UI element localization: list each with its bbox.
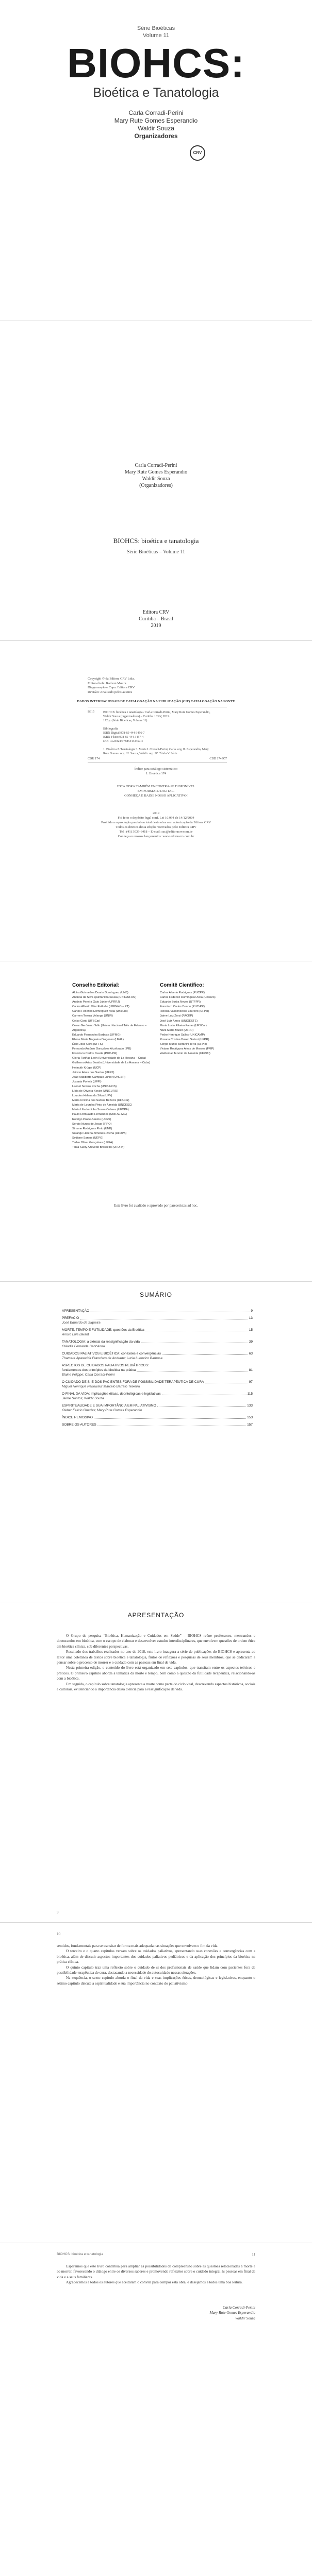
board-member: Andréia da Silva Quintanilha Sousa (UNIR/UFRN)	[72, 996, 137, 999]
blank-area	[0, 2564, 312, 2576]
toc-entry-title: O CUIDADO DE SI E DOS PACIENTES FORA DE POSSIBILIDADE TERAPÊUTICA DE CURA	[62, 1380, 204, 1384]
signature: Waldir Souza	[235, 2315, 255, 2320]
digital-notice-line: ESTA OBRA TAMBÉM ENCONTRA-SE DISPONÍVEL	[117, 785, 195, 788]
cover-author: Mary Rute Gomes Esperandio	[114, 117, 198, 124]
copyright-line: Editor-chefe: Railson Moura	[88, 681, 126, 685]
toc-leader-dots	[162, 1354, 248, 1355]
cataloging-text	[103, 710, 225, 756]
presentation-page	[0, 1602, 312, 1923]
digital-notice-line: CONHEÇA E BAIXE NOSSO APLICATIVO!	[124, 794, 188, 798]
cover-role: Organizadores	[134, 132, 178, 140]
cover-subtitle: Bioética e Tanatologia	[93, 86, 219, 100]
paragraph: Resultado dos trabalhos realizados no ano de 2018, este livro inaugura a série de publicações do BIOHCS e apresenta ao leitor uma coletânea de textos sobre bioética e tanatologia, frutos de reflexões e pesquisas de seus membros, que se dedicaram a pensar sobre o processo de morrer e o cuidado com as pessoas em final de vida.	[57, 1649, 255, 1665]
board-member: Carlos Alberto Rodrigues (PUCPR)	[160, 991, 205, 994]
cataloging-line: ISBN Físico 978-85-444-3457-4	[103, 736, 144, 739]
imprint-year: 2019	[151, 623, 161, 629]
editorial-board-heading: Conselho Editorial:	[72, 982, 120, 988]
legal-line: Proibida a reprodução parcial ou total desta obra sem autorização da Editora CRV	[101, 821, 211, 824]
cover-author: Carla Corradi-Perini	[128, 109, 184, 116]
presentation-end-page	[0, 2243, 312, 2564]
board-member: Sérgio Nunes de Jesus (IFRO)	[72, 1122, 112, 1126]
toc-entry[interactable]	[62, 1328, 253, 1337]
toc-entry-authors: Miguel Henrique Perlowski; Marcelo Barreto Teixeira	[62, 1385, 140, 1388]
toc-entry-title: APRESENTAÇÃO	[62, 1309, 89, 1313]
title-page	[0, 320, 312, 641]
title-page-imprint	[0, 609, 312, 629]
toc-entry[interactable]	[62, 1340, 253, 1349]
page-number: 10	[57, 1932, 60, 1936]
cataloging-line: Bibliografia	[103, 727, 118, 731]
board-member: Maria de Lourdes Pinto de Almeida (UNOESC)	[72, 1104, 133, 1107]
board-member: Leonel Severo Rocha (UNISINOS)	[72, 1084, 117, 1088]
toc-entry-page: 115	[247, 1392, 253, 1396]
signature: Carla Corradi-Perini	[222, 2305, 255, 2310]
copyright-line: Copyright © da Editora CRV Ltda.	[88, 677, 135, 681]
toc-entry-title: TANATOLOGIA: a ciência da ressignificação da vida	[62, 1340, 140, 1344]
title-page-author: Mary Rute Gomes Esperandio	[124, 469, 188, 475]
scientific-committee-list	[160, 991, 240, 1056]
board-member: Sérgio Murilo Stefanini Terra (UFPR)	[160, 1043, 207, 1046]
board-member: Élsio José Corá (UFFS)	[72, 1043, 103, 1046]
toc-entry-page: 9	[251, 1309, 253, 1313]
toc-entry-page: 153	[247, 1416, 253, 1419]
board-member: Gloria Fariñas León (Universidade de La Havana – Cuba)	[72, 1057, 146, 1060]
toc-leader-dots	[94, 1418, 246, 1419]
board-member: Rosana Cristina Buseti Sartori (UFPR)	[160, 1038, 209, 1041]
cataloging-line: Waldir Souza (organizadores) – Curitiba : CRV, 2019.	[103, 715, 170, 718]
signatures	[209, 2305, 255, 2321]
page-number: 9	[57, 1910, 59, 1914]
presentation-heading: APRESENTAÇÃO	[127, 1612, 185, 1619]
toc-entry[interactable]	[62, 1392, 253, 1401]
board-member: Lourdes Helena da Silva (UFV)	[72, 1094, 112, 1098]
board-member: Antônio Pereira Gaio Júnior (UFRRJ)	[72, 1001, 120, 1004]
publisher-logo: CRV	[190, 145, 205, 161]
title-page-author: Carla Corradi-Perini	[135, 463, 177, 468]
imprint-publisher: Editora CRV	[142, 609, 170, 615]
index-line: Índice para catálogo sistemático	[134, 767, 178, 771]
toc-entry-page: 15	[249, 1328, 253, 1332]
scientific-committee	[160, 982, 240, 1056]
toc-entry-authors: Anísio Luís Baiant	[62, 1333, 89, 1336]
board-member: Fernando Antônio Gonçalves Alcoforado (IPB)	[72, 1047, 132, 1051]
toc-entry-page: 63	[249, 1352, 253, 1355]
legal-line: Foi feito o depósito legal conf. Lei 10.994 de 14/12/2004	[118, 816, 194, 820]
board-member: Celso Conti (UFSCar)	[72, 1019, 101, 1023]
board-member: Eduardo Fernandes Barbosa (UFMG)	[72, 1033, 121, 1037]
board-member: Paulo Romualdo Hernandes (UNIFAL-MG)	[72, 1113, 127, 1116]
cataloging-line: DOI 10.24824/978854443457.4	[103, 740, 143, 743]
cataloging-line	[103, 743, 225, 748]
toc-entry[interactable]	[62, 1309, 253, 1313]
cataloging-line: 1. Bioética 2. Tanatologia 3. Morte I. Corradi-Perini, Carla. org. II. Esperandio, Mary	[103, 748, 209, 751]
board-member: Tania Suely Azevedo Brasileiro (UFOPA)	[72, 1146, 124, 1149]
title-page-role: (Organizadores)	[139, 483, 173, 488]
cataloging-heading: DADOS INTERNACIONAIS DE CATALOGAÇÃO NA PUBLICAÇÃO (CIP) CATALOGAÇÃO NA FONTE	[77, 700, 235, 703]
toc-entry-title: ESPIRITUALIDADE E SUA IMPORTÂNCIA EM PALIATIVISMO	[62, 1404, 156, 1408]
toc-entry[interactable]	[62, 1316, 253, 1325]
legal-line: Tel.: (41) 3039-6418 – E-mail: sac@editoracrv.com.br	[119, 830, 193, 834]
cover-volume: Volume 11	[142, 32, 170, 39]
toc-entry-title: CUIDADOS PALIATIVOS E BIOÉTICA: conexões e convergências	[62, 1352, 161, 1355]
copyright-line: Diagramação e Capa: Editora CRV	[88, 686, 135, 689]
board-member: Maria Cristina dos Santos Bezerra (UFSCar)	[72, 1099, 129, 1103]
presentation-body	[57, 1943, 255, 1986]
board-member: Jailson Alves dos Santos (UFRJ)	[72, 1071, 114, 1074]
board-member: Carlos Federico Domínguez Avila (Unieuro)	[72, 1010, 128, 1013]
paragraph: Em seguida, o capítulo sobre tanatologia apresenta a morte como parte do ciclo vital, descrevendo aspectos históricos, sociais e culturais, evidenciando a importância dessa ciência para a ressignificação da vida.	[57, 1681, 255, 1692]
toc-entry-title: ASPECTOS DE CUIDADOS PALIATIVOS PEDIÁTRICOS:	[62, 1364, 149, 1367]
board-member: Heloisa Vasconcellos Loureiro (UFPR)	[160, 1010, 209, 1013]
cataloging-line	[103, 723, 225, 727]
presentation-continued-page	[0, 1923, 312, 2243]
board-member: Guillermo Arias Beatón (Universidade de La Havana – Cuba)	[72, 1061, 151, 1065]
toc-entry[interactable]	[62, 1363, 253, 1377]
board-member: Lídia de Oliveira Xavier (UNIEURO)	[72, 1089, 118, 1093]
toc-entry-authors: Thamara Aparecida Francisco de Andrade; Lucia Ludovico Barbosa	[62, 1357, 162, 1360]
board-member: Nilza Maria Muller (UFPR)	[160, 1028, 194, 1032]
paragraph: O terceiro e o quarto capítulos versam sobre os cuidados paliativos, apresentando suas conexões e convergências com a bioética, além de discutir aspectos importantes dos cuidados paliativos pediátricos e da aplicação dos princípios da bioética na prática clínica.	[57, 1948, 255, 1964]
cataloging-line: ISBN Digital 978-85-444-3456-7	[103, 732, 145, 735]
paragraph: Esperamos que este livro contribua para ampliar as possibilidades de compreensão sobre as questões relacionadas à morte e ao morrer, favorecendo o diálogo entre os diversos saberes e promovendo reflexões sobre o cuidado integral às pessoas em final de vida e a seus familiares.	[57, 2264, 255, 2279]
toc-entry[interactable]	[62, 1380, 253, 1389]
review-note: Este livro foi avaliado e aprovado por pareceristas ad hoc.	[114, 1204, 198, 1208]
toc-entry-page: 133	[247, 1404, 253, 1408]
cdd-code: CDD 174.957	[209, 757, 227, 760]
toc-heading: SUMÁRIO	[139, 1291, 172, 1298]
copyright-lines	[88, 677, 227, 694]
cover-series	[0, 25, 312, 39]
board-member: Pedro Henrique Salles (UNICAMP)	[160, 1033, 205, 1037]
toc-entry[interactable]	[62, 1415, 253, 1420]
digital-notice-line: EM FORMATO DIGITAL.	[137, 789, 175, 793]
presentation-body	[57, 2264, 255, 2285]
cover-author: Waldir Souza	[138, 125, 174, 132]
paragraph: O quinto capítulo traz uma reflexão sobre o cuidado de si dos profissionais de saúde que lidam com pacientes fora de possibilidade terapêutica de cura, destacando a necessidade do autocuidado nessas situações.	[57, 1964, 255, 1975]
toc-list	[62, 1309, 253, 1430]
paragraph: O Grupo de pesquisa “Bioética, Humanização e Cuidados em Saúde” – BIOHCS reúne professores, mestrandos e doutorandos em bioética, com o escopo de elaborar e desenvolver estudos interdisciplinares, que envolvem questões de ordem ética em bioética clínica, sob diferentes perspectivas.	[57, 1633, 255, 1649]
running-head: BIOHCS: bioética e tanatologia	[57, 2252, 103, 2256]
paragraph: sentidos, fundamentais para se transitar de forma mais adequada nas situações que envolvem o fim da vida.	[57, 1943, 219, 1948]
board-member: Aldira Guimarães Duarte Domínguez (UNB)	[72, 991, 128, 994]
copyright-line: Revisão: Analisado pelos autores	[88, 690, 133, 694]
scientific-committee-heading: Comitê Científico:	[160, 982, 204, 988]
legal-line: Conheça os nossos lançamentos: www.editoracrv.com.br	[118, 835, 194, 838]
toc-entry-authors: José Eduardo de Siqueira	[62, 1321, 101, 1325]
board-member: Viviane Rodrigues Alves de Moraes (FMP)	[160, 1047, 215, 1051]
board-member: Josania Portela (UFPI)	[72, 1080, 102, 1083]
toc-entry-title: O FINAL DA VIDA: implicações éticas, deontológicas e legislativas	[62, 1392, 161, 1396]
legal-line: 2019	[153, 811, 159, 815]
index-line: 1. Bioética 174	[145, 772, 167, 775]
board-member: Maria Lília Imbiriba Sousa Colares (UFOPA)	[72, 1108, 129, 1112]
toc-entry-page: 97	[249, 1380, 253, 1384]
paragraph: Na sequência, o sexto capítulo aborda o final da vida e suas implicações éticas, deontológicas e legislativas, enquanto o sétimo capítulo discute a espiritualidade e sua importância no contexto do paliativismo.	[57, 1975, 255, 1986]
paragraph: Nesta primeira edição, o conteúdo do livro está organizado em sete capítulos, que transitam entre os aspectos teóricos e práticos. O primeiro capítulo aborda a temática da morte e tempo, bem como a questão da futilidade terapêutica, relacionando-as com a bioética.	[57, 1665, 255, 1681]
toc-entry-authors: Jaime Santos; Waldir Souza	[62, 1397, 104, 1400]
council-page	[0, 961, 312, 1282]
copyright-page	[0, 641, 312, 961]
toc-entry-authors: Cleber Felicio Guedes; Mary Rute Gomes Esperandio	[62, 1409, 142, 1412]
toc-entry-page: 13	[249, 1316, 253, 1320]
title-page-authors	[0, 462, 312, 489]
board-member: Francisco Carlos Duarte (PUC-PR)	[72, 1052, 118, 1056]
board-member: Francisco Carlos Duarte (PUC-PR)	[160, 1005, 205, 1009]
board-member: Jaime Luiz Zorzi (FACEP)	[160, 1014, 193, 1018]
cdu-code: CDU 174	[88, 757, 100, 760]
toc-entry-page: 157	[247, 1423, 253, 1427]
toc-entry[interactable]	[62, 1422, 253, 1427]
board-member: Carmen Tereza Velanga (UNIR)	[72, 1014, 113, 1018]
toc-entry-title: ÍNDICE REMISSIVO	[62, 1416, 93, 1419]
presentation-body	[57, 1633, 255, 1692]
toc-entry-page: 81	[249, 1368, 253, 1372]
board-member: Elione Maria Nogueira Diogenes (UFAL)	[72, 1038, 124, 1041]
legal-line: Todos os direitos desta edição reservados pela: Editora CRV	[116, 825, 196, 829]
legal-notice	[0, 811, 312, 839]
cataloging-line: Rute Gomes. org. III. Souza, Waldir. org. IV. Título V. Série	[103, 752, 177, 755]
cover-authors	[0, 109, 312, 140]
toc-entry-title: MORTE, TEMPO E FUTILIDADE: questões da Bioética	[62, 1328, 144, 1332]
board-member: Simone Rodrigues Pinto (UNB)	[72, 1127, 112, 1130]
board-member: Cesar Gerónimo Tello (Univer. Nacional Três de Febrero – Argentina)	[72, 1024, 147, 1032]
editorial-board	[72, 982, 152, 1150]
board-member: Maria Lucia Ribeiro Farias (UFSCar)	[160, 1024, 207, 1027]
signature: Mary Rute Gomes Esperandio	[209, 2310, 255, 2315]
board-member: João Adalberto Campato Junior (UNESP)	[72, 1075, 125, 1079]
toc-entry[interactable]	[62, 1403, 253, 1413]
cover-page	[0, 0, 312, 320]
toc-entry[interactable]	[62, 1351, 253, 1361]
toc-entry-title: PREFÁCIO	[62, 1316, 79, 1320]
digital-notice	[0, 784, 312, 798]
board-member: Carlos Alberto Vilar Estêvão (UMINHO – PT)	[72, 1005, 129, 1009]
imprint-place: Curitiba – Brasil	[139, 616, 173, 622]
index-lines	[0, 767, 312, 776]
board-member: Solange Helena Ximenes-Rocha (UFOPA)	[72, 1131, 127, 1135]
board-member: Sydione Santos (UEPG)	[72, 1136, 104, 1140]
editorial-board-list	[72, 991, 152, 1150]
title-page-author: Waldir Souza	[142, 476, 170, 482]
board-member: Carlos Federico Domínguez Avila (Unieuro)	[160, 996, 216, 999]
board-member: Waldemar Tenório de Almeida (UFRRJ)	[160, 1052, 210, 1056]
paragraph: Agradecemos a todos os autores que aceitaram o convite para compor esta obra, e desejamos a todos uma boa leitura.	[66, 2280, 243, 2285]
cover-series-name: Série Bioéticas	[137, 25, 175, 31]
cataloging-id: B615	[88, 710, 95, 714]
toc-entry-authors: Cláudia Fernanda Sant'Anna	[62, 1345, 105, 1348]
board-member: José Luiz Ames (UNIOESTE)	[160, 1019, 198, 1023]
title-page-title: BIOHCS: bioética e tanatologia	[113, 537, 199, 545]
board-member: Tadeu Oliver Gonçalves (UFPA)	[72, 1141, 113, 1144]
toc-leader-dots	[157, 1406, 246, 1407]
toc-entry-authors: Elaine Felippe; Carla Corradi-Perini	[62, 1373, 115, 1377]
board-member: Helmuth Krüger (UCP)	[72, 1066, 102, 1070]
toc-entry-page: 39	[249, 1340, 253, 1344]
cataloging-card	[88, 707, 227, 762]
toc-entry-title: SOBRE OS AUTORES	[62, 1423, 96, 1427]
title-page-series: Série Bioéticas – Volume 11	[126, 549, 186, 555]
board-member: Eduardo Borba Neves (UTFPR)	[160, 1001, 201, 1004]
toc-entry-subtitle: fundamentos dos princípios da bioética na prática	[62, 1368, 136, 1372]
board-member: Rodrigo Pratte-Santos (UFES)	[72, 1117, 111, 1121]
page-number: 11	[252, 2252, 255, 2257]
cataloging-line: BIOHCS: bioética e tanatologia / Carla Corradi-Perini, Mary Rute Gomes Esperandio,	[103, 711, 210, 714]
cover-title: BIOHCS:	[67, 40, 245, 86]
table-of-contents-page	[0, 1282, 312, 1602]
cataloging-line: 172 p. (Série Bioéticas, Volume 11)	[103, 719, 147, 722]
